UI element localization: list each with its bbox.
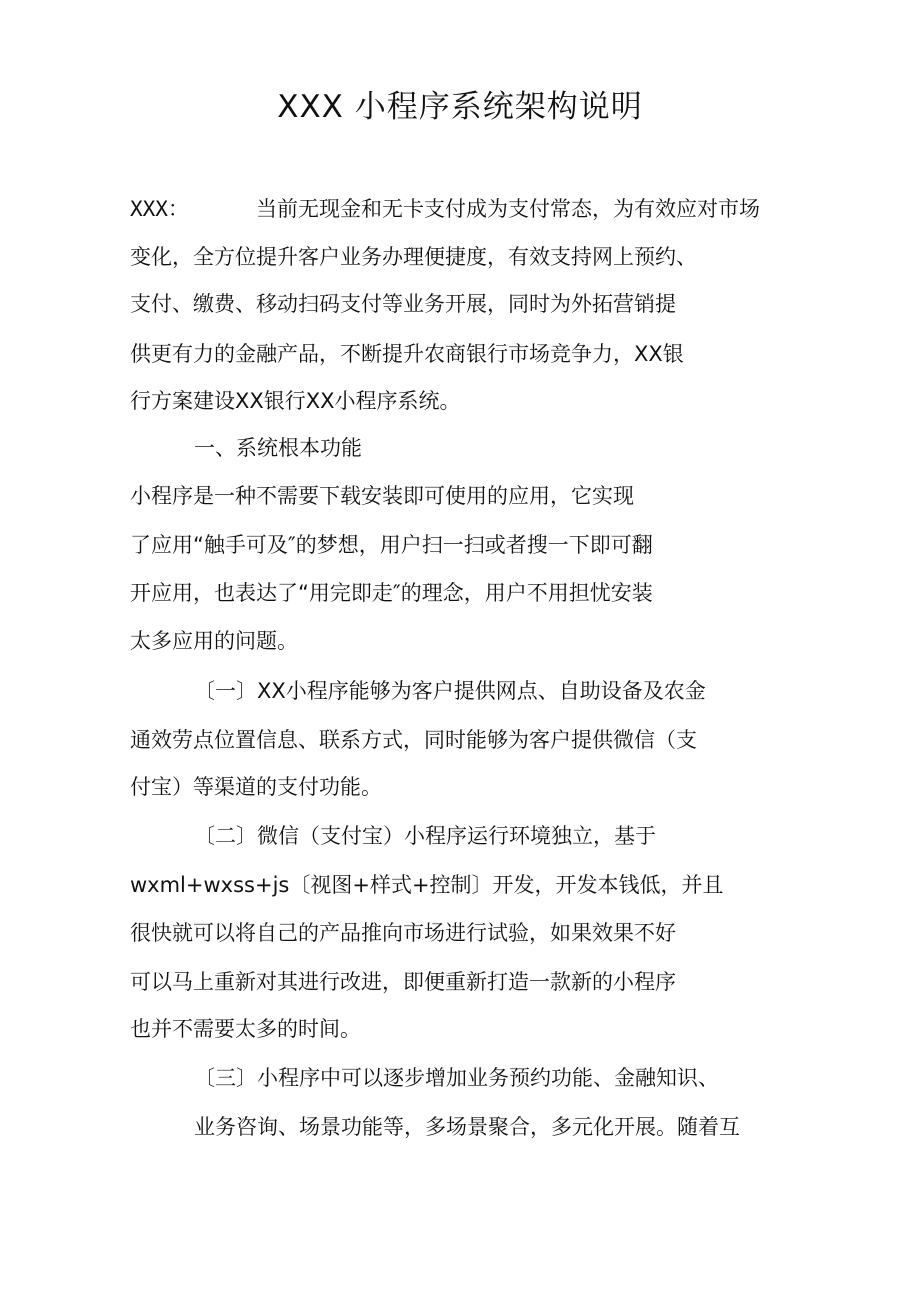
item-two-line: 可以马上重新对其进行改进，即便重新打造一款新的小程序	[130, 970, 676, 994]
item-one-line: 付宝）等渠道的支付功能。	[130, 775, 382, 799]
section-paragraph-line: 小程序是一种不需要下载安装即可使用的应用，它实现	[130, 484, 634, 508]
item-three-line: 〔三〕小程序中可以逐步增加业务预约功能、金融知识、	[194, 1066, 719, 1090]
intro-line-1: 当前无现金和无卡支付成为支付常态，为有效应对市场	[256, 197, 760, 221]
section-paragraph-line: 开应用，也表达了“用完即走″的理念，用户不用担忧安装	[130, 581, 653, 605]
intro-line-2: 变化，全方位提升客户业务办理便捷度，有效支持网上预约、	[130, 245, 697, 269]
section-heading: 一、系统根本功能	[194, 436, 362, 460]
intro-line-5: 行方案建设XX银行XX小程序系统。	[130, 389, 461, 413]
item-three-line: 业务咨询、场景功能等，多场景聚合，多元化开展。随着互	[194, 1115, 740, 1139]
item-one-line: 通效劳点位置信息、联系方式，同时能够为客户提供微信（支	[130, 728, 697, 752]
intro-line-4: 供更有力的金融产品，不断提升农商银行市场竞争力，XX银	[130, 342, 684, 366]
intro-label: XXX：	[130, 197, 189, 221]
section-paragraph-line: 太多应用的问题。	[130, 629, 298, 653]
item-two-line: 很快就可以将自己的产品推向市场进行试验，如果效果不好	[130, 921, 676, 945]
document-title: XXX 小程序系统架构说明	[277, 89, 643, 125]
item-two-line: 也并不需要太多的时间。	[130, 1017, 361, 1041]
item-two-line: wxml+wxss+js〔视图+样式+控制〕开发，开发本钱低，并且	[130, 873, 724, 897]
section-paragraph-line: 了应用“触手可及″的梦想，用户扫一扫或者搜一下即可翻	[130, 533, 653, 557]
intro-line-3: 支付、缴费、移动扫码支付等业务开展，同时为外拓营销提	[130, 292, 676, 316]
item-one-line: 〔一〕XX小程序能够为客户提供网点、自助设备及农金	[194, 679, 706, 703]
item-two-line: 〔二〕微信（支付宝）小程序运行环境独立，基于	[194, 824, 656, 848]
